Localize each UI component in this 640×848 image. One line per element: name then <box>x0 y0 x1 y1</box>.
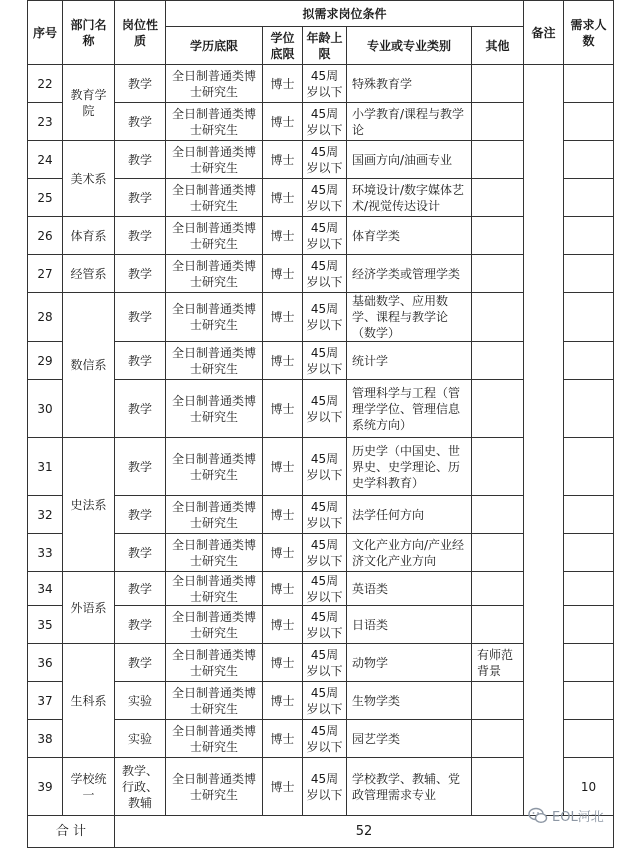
cell-degree: 博士 <box>263 103 303 141</box>
total-value: 52 <box>115 816 614 848</box>
cell-seq: 25 <box>28 179 63 217</box>
cell-demand <box>564 606 614 644</box>
cell-dept: 经管系 <box>63 255 115 293</box>
cell-demand <box>564 720 614 758</box>
cell-major: 统计学 <box>347 342 472 380</box>
cell-degree: 博士 <box>263 179 303 217</box>
header-other: 其他 <box>472 27 524 65</box>
watermark-text: EOL河北 <box>552 810 604 825</box>
header-demand: 需求人数 <box>564 1 614 65</box>
table-body <box>28 65 614 848</box>
cell-education: 全日制普通类博士研究生 <box>166 438 263 496</box>
cell-demand <box>564 293 614 342</box>
cell-dept: 美术系 <box>63 141 115 217</box>
header-degree: 学位底限 <box>263 27 303 65</box>
cell-nature: 实验 <box>115 682 166 720</box>
cell-education: 全日制普通类博士研究生 <box>166 342 263 380</box>
cell-nature: 教学 <box>115 380 166 438</box>
cell-other <box>472 438 524 496</box>
cell-nature: 教学 <box>115 534 166 572</box>
cell-demand <box>564 179 614 217</box>
cell-age: 45周岁以下 <box>303 255 347 293</box>
cell-other <box>472 217 524 255</box>
cell-education: 全日制普通类博士研究生 <box>166 103 263 141</box>
cell-major: 园艺学类 <box>347 720 472 758</box>
cell-nature: 教学 <box>115 572 166 606</box>
cell-nature: 教学 <box>115 293 166 342</box>
cell-nature: 教学 <box>115 141 166 179</box>
cell-age: 45周岁以下 <box>303 720 347 758</box>
cell-age: 45周岁以下 <box>303 438 347 496</box>
cell-seq: 31 <box>28 438 63 496</box>
header-nature: 岗位性质 <box>115 1 166 65</box>
cell-seq: 23 <box>28 103 63 141</box>
cell-other <box>472 65 524 103</box>
cell-degree: 博士 <box>263 380 303 438</box>
cell-other <box>472 293 524 342</box>
cell-demand <box>564 534 614 572</box>
cell-nature: 教学、行政、教辅 <box>115 758 166 816</box>
cell-major: 生物学类 <box>347 682 472 720</box>
cell-education: 全日制普通类博士研究生 <box>166 255 263 293</box>
cell-nature: 教学 <box>115 217 166 255</box>
cell-demand <box>564 65 614 103</box>
cell-other <box>472 342 524 380</box>
cell-other <box>472 141 524 179</box>
cell-seq: 29 <box>28 342 63 380</box>
cell-other <box>472 572 524 606</box>
cell-major: 特殊教育学 <box>347 65 472 103</box>
cell-degree: 博士 <box>263 720 303 758</box>
cell-education: 全日制普通类博士研究生 <box>166 534 263 572</box>
cell-seq: 22 <box>28 65 63 103</box>
cell-degree: 博士 <box>263 293 303 342</box>
cell-age: 45周岁以下 <box>303 644 347 682</box>
total-label: 合 计 <box>28 816 115 848</box>
cell-education: 全日制普通类博士研究生 <box>166 758 263 816</box>
cell-other <box>472 758 524 816</box>
table-row <box>28 65 614 103</box>
cell-nature: 教学 <box>115 342 166 380</box>
cell-nature: 教学 <box>115 179 166 217</box>
cell-major: 环境设计/数字媒体艺术/视觉传达设计 <box>347 179 472 217</box>
cell-seq: 35 <box>28 606 63 644</box>
cell-seq: 37 <box>28 682 63 720</box>
cell-nature: 教学 <box>115 644 166 682</box>
cell-other <box>472 606 524 644</box>
cell-other <box>472 496 524 534</box>
cell-degree: 博士 <box>263 534 303 572</box>
cell-education: 全日制普通类博士研究生 <box>166 141 263 179</box>
cell-demand <box>564 255 614 293</box>
cell-demand <box>564 103 614 141</box>
cell-major: 法学任何方向 <box>347 496 472 534</box>
cell-degree: 博士 <box>263 572 303 606</box>
cell-seq: 36 <box>28 644 63 682</box>
cell-major: 体育学类 <box>347 217 472 255</box>
cell-degree: 博士 <box>263 682 303 720</box>
cell-age: 45周岁以下 <box>303 606 347 644</box>
cell-age: 45周岁以下 <box>303 141 347 179</box>
cell-other <box>472 534 524 572</box>
header-conditions: 拟需求岗位条件 <box>166 1 524 27</box>
total-row <box>28 816 614 848</box>
cell-age: 45周岁以下 <box>303 342 347 380</box>
header-dept: 部门名称 <box>63 1 115 65</box>
cell-age: 45周岁以下 <box>303 534 347 572</box>
cell-other <box>472 179 524 217</box>
cell-seq: 30 <box>28 380 63 438</box>
cell-seq: 33 <box>28 534 63 572</box>
wechat-icon <box>528 807 548 825</box>
watermark <box>528 806 604 825</box>
cell-age: 45周岁以下 <box>303 65 347 103</box>
cell-seq: 38 <box>28 720 63 758</box>
cell-dept: 生科系 <box>63 644 115 758</box>
cell-age: 45周岁以下 <box>303 179 347 217</box>
cell-remark <box>524 65 564 816</box>
cell-major: 经济学类或管理学类 <box>347 255 472 293</box>
cell-demand <box>564 572 614 606</box>
cell-demand <box>564 141 614 179</box>
cell-major: 文化产业方向/产业经济文化产业方向 <box>347 534 472 572</box>
cell-degree: 博士 <box>263 65 303 103</box>
cell-education: 全日制普通类博士研究生 <box>166 682 263 720</box>
cell-degree: 博士 <box>263 438 303 496</box>
cell-dept: 外语系 <box>63 572 115 644</box>
cell-age: 45周岁以下 <box>303 217 347 255</box>
cell-seq: 28 <box>28 293 63 342</box>
cell-demand <box>564 682 614 720</box>
cell-degree: 博士 <box>263 496 303 534</box>
header-seq: 序号 <box>28 1 63 65</box>
cell-other <box>472 255 524 293</box>
recruitment-table <box>27 0 614 848</box>
cell-seq: 24 <box>28 141 63 179</box>
cell-age: 45周岁以下 <box>303 682 347 720</box>
cell-education: 全日制普通类博士研究生 <box>166 572 263 606</box>
cell-degree: 博士 <box>263 606 303 644</box>
cell-education: 全日制普通类博士研究生 <box>166 217 263 255</box>
cell-dept: 数信系 <box>63 293 115 438</box>
cell-nature: 教学 <box>115 103 166 141</box>
cell-age: 45周岁以下 <box>303 380 347 438</box>
cell-demand <box>564 644 614 682</box>
cell-age: 45周岁以下 <box>303 758 347 816</box>
cell-age: 45周岁以下 <box>303 293 347 342</box>
cell-major: 国画方向/油画专业 <box>347 141 472 179</box>
cell-education: 全日制普通类博士研究生 <box>166 644 263 682</box>
cell-age: 45周岁以下 <box>303 496 347 534</box>
cell-demand <box>564 380 614 438</box>
cell-degree: 博士 <box>263 644 303 682</box>
cell-other <box>472 380 524 438</box>
cell-education: 全日制普通类博士研究生 <box>166 179 263 217</box>
cell-demand: 10 <box>564 758 614 816</box>
cell-major: 学校教学、教辅、党政管理需求专业 <box>347 758 472 816</box>
cell-education: 全日制普通类博士研究生 <box>166 293 263 342</box>
cell-demand <box>564 342 614 380</box>
cell-nature: 教学 <box>115 65 166 103</box>
cell-seq: 39 <box>28 758 63 816</box>
cell-major: 管理科学与工程（管理学学位、管理信息系统方向） <box>347 380 472 438</box>
cell-demand <box>564 217 614 255</box>
cell-degree: 博士 <box>263 342 303 380</box>
cell-major: 基础数学、应用数学、课程与教学论（数学） <box>347 293 472 342</box>
cell-degree: 博士 <box>263 217 303 255</box>
cell-education: 全日制普通类博士研究生 <box>166 720 263 758</box>
cell-demand <box>564 438 614 496</box>
cell-nature: 实验 <box>115 720 166 758</box>
cell-major: 英语类 <box>347 572 472 606</box>
header-major: 专业或专业类别 <box>347 27 472 65</box>
header-age: 年龄上限 <box>303 27 347 65</box>
cell-major: 日语类 <box>347 606 472 644</box>
cell-seq: 27 <box>28 255 63 293</box>
cell-seq: 26 <box>28 217 63 255</box>
cell-age: 45周岁以下 <box>303 572 347 606</box>
cell-other <box>472 103 524 141</box>
cell-degree: 博士 <box>263 141 303 179</box>
cell-major: 历史学（中国史、世界史、史学理论、历史学科教育） <box>347 438 472 496</box>
cell-nature: 教学 <box>115 606 166 644</box>
cell-dept: 学校统一 <box>63 758 115 816</box>
cell-other: 有师范背景 <box>472 644 524 682</box>
cell-dept: 史法系 <box>63 438 115 572</box>
cell-nature: 教学 <box>115 255 166 293</box>
cell-seq: 34 <box>28 572 63 606</box>
cell-education: 全日制普通类博士研究生 <box>166 606 263 644</box>
cell-education: 全日制普通类博士研究生 <box>166 380 263 438</box>
cell-other <box>472 682 524 720</box>
cell-nature: 教学 <box>115 438 166 496</box>
cell-major: 动物学 <box>347 644 472 682</box>
cell-dept: 教育学院 <box>63 65 115 141</box>
cell-other <box>472 720 524 758</box>
header-remark: 备注 <box>524 1 564 65</box>
cell-dept: 体育系 <box>63 217 115 255</box>
cell-nature: 教学 <box>115 496 166 534</box>
cell-major: 小学教育/课程与教学论 <box>347 103 472 141</box>
cell-seq: 32 <box>28 496 63 534</box>
cell-education: 全日制普通类博士研究生 <box>166 496 263 534</box>
cell-demand <box>564 496 614 534</box>
cell-education: 全日制普通类博士研究生 <box>166 65 263 103</box>
cell-degree: 博士 <box>263 758 303 816</box>
cell-age: 45周岁以下 <box>303 103 347 141</box>
cell-degree: 博士 <box>263 255 303 293</box>
header-education: 学历底限 <box>166 27 263 65</box>
